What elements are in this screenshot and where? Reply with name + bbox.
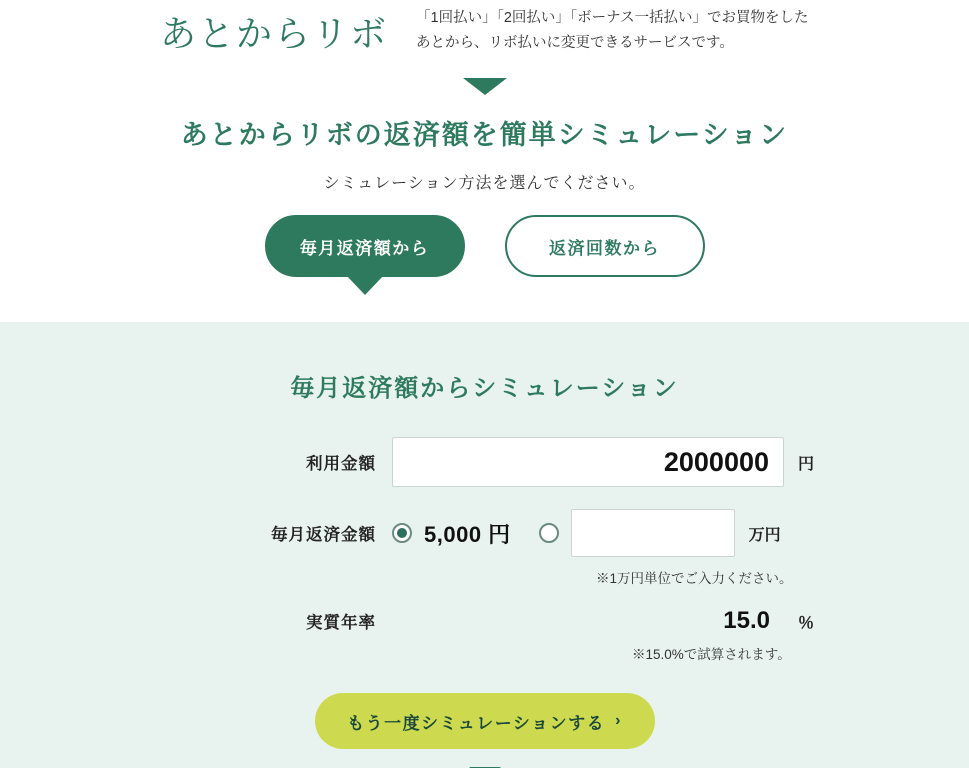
- amount-label: 利用金額: [306, 455, 376, 473]
- row-rate: [0, 607, 969, 635]
- amount-unit: 円: [798, 455, 815, 473]
- tab-monthly-payment[interactable]: [265, 215, 465, 277]
- simulate-again-label: もう一度シミュレーションする: [347, 713, 606, 733]
- hero-description: 「1回払い」「2回払い」「ボーナス一括払い」でお買物をしたあとから、リボ払いに変更できるサービスです。: [416, 10, 809, 51]
- radio-fixed-5000-label: 5,000 円: [424, 521, 511, 547]
- monthly-custom-unit: 万円: [748, 526, 781, 544]
- rate-note: ※15.0%で試算されます。: [632, 647, 791, 662]
- simulation-subheading: シミュレーション方法を選んでください。: [323, 175, 646, 192]
- monthly-note: ※1万円単位でご入力ください。: [596, 571, 793, 586]
- tab-payment-count-label: 返済回数から: [549, 238, 660, 258]
- chevron-right-icon: ›: [615, 712, 622, 729]
- arrow-down-icon: [463, 78, 507, 95]
- rate-unit: ％: [798, 614, 815, 632]
- tab-monthly-payment-label: 毎月返済額から: [299, 238, 430, 258]
- amount-input[interactable]: [392, 437, 784, 487]
- hero-section: [0, 0, 969, 70]
- simulation-form: [0, 437, 969, 768]
- tab-payment-count[interactable]: [505, 215, 705, 277]
- simulation-heading: あとからリボの返済額を簡単シミュレーション: [180, 120, 789, 150]
- radio-custom-amount[interactable]: [539, 523, 559, 543]
- simulation-panel: [0, 322, 969, 768]
- row-amount: [0, 437, 969, 487]
- rate-value: 15.0: [723, 607, 770, 634]
- simulation-method-tabs: [0, 215, 969, 277]
- monthly-radio-group: [392, 509, 781, 557]
- rate-label: 実質年率: [306, 614, 376, 632]
- panel-title: 毎月返済額からシミュレーション: [290, 375, 679, 402]
- row-monthly-payment: [0, 509, 969, 557]
- cta-wrapper: [0, 693, 969, 749]
- simulate-again-button[interactable]: [315, 693, 655, 749]
- page-title: あとからリボ: [160, 13, 389, 54]
- monthly-custom-input[interactable]: [571, 509, 735, 557]
- radio-fixed-5000[interactable]: [392, 523, 412, 543]
- monthly-label: 毎月返済金額: [271, 526, 376, 544]
